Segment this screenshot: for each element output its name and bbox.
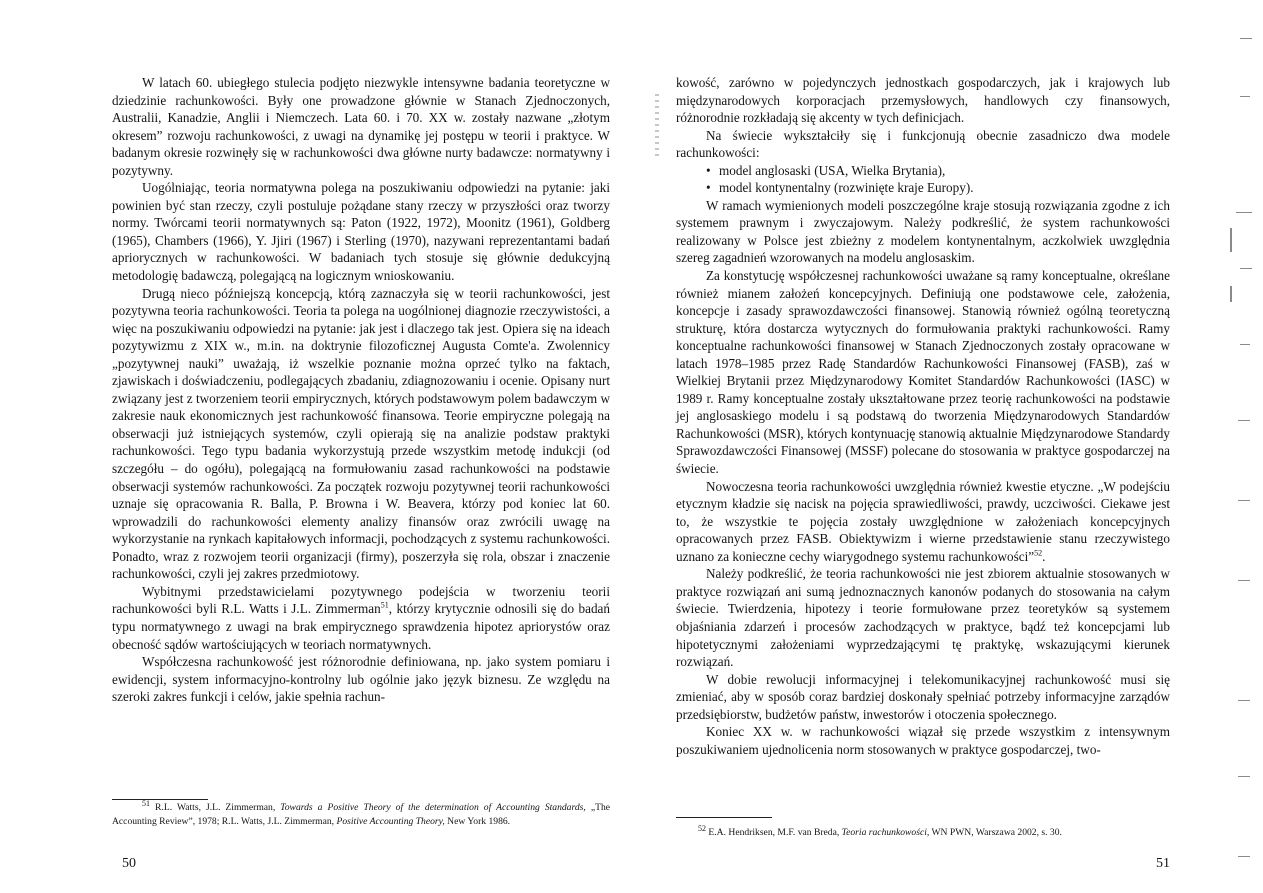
footnote-ref: 52 bbox=[1034, 548, 1043, 558]
paragraph: Współczesna rachunkowość jest różnorodnie definiowana, np. jako system pomiaru i ewidencji, system informacyjno-kontrolny lub ogólnie jako język biznesu. Ze względu na szeroki zakres funkcji i celów, jakie spełnia rachun- bbox=[112, 654, 610, 705]
paragraph: Na świecie wykształciły się i funkcjonują obecnie zasadniczo dwa modele rachunkowości: bbox=[676, 127, 1170, 161]
paragraph-text: Nowoczesna teoria rachunkowości uwzględnia również kwestie etyczne. „W podejściu etycznym kładzie się nacisk na pojęcia sprawiedliwości, prawdy, uczciwości. Ciekawe jest to, że wszystkie te pojęcia zostały uwzględnione w założeniach koncepcyjnych opracowanych przez FASB. Obiektywizm i wierne przedstawienie stanu rzeczywistego uznano za konieczne cechy wiarygodnego systemu rachunkowości” bbox=[676, 478, 1170, 564]
footnote bbox=[676, 823, 1170, 840]
page-number: 50 bbox=[122, 856, 136, 871]
paragraph: Drugą nieco późniejszą koncepcją, którą zaznaczyła się w teorii rachunkowości, jest pozytywna teoria rachunkowości. Teoria ta polega na uogólnionej diagnozie rzeczywistości, a więc na poszukiwaniu odpowiedzi na pytanie: jak jest i dlaczego tak jest. Opiera się na ideach pozytywizmu z XIX w., m.in. na doktrynie filozoficznej Augusta Comte'a. Zwolennicy „pozytywnej nauki” uważają, iż wszelkie poznanie można oprzeć tylko na faktach, zjawiskach i doświadczeniu, podlegających zbadaniu, zdiagnozowaniu i ocenie. Opisany nurt związany jest z tworzeniem teorii empirycznych, których podstawowym polem badawczym w zakresie nauk ekonomicznych jest rachunkowość finansowa. Teorie empiryczne polegają na obserwacji już istniejących systemów, czyli opierają się na analizie podstaw praktyki rachunkowości. Tego typu badania wykorzystują przede wszystkim metodę indukcji (od szczegółu – do ogółu), polegającą na formułowaniu zasad rachunkowości na podstawie obserwacji systemów rachunkowości. Za początek rozwoju pozytywnej teorii rachunkowości uznaje się opracowania R. Balla, P. Browna i W. Beavera, którzy pod koniec lat 60. wprowadzili do rachunkowości elementy analizy finansów oraz zwrócili uwagę na wykorzystanie na rynkach kapitałowych informacji, pochodzących z systemu rachunkowości. Ponadto, wraz z rozwojem teorii organizacji (firmy), poszerzyła się rola, obszar i znaczenie rachunkowości, czyli jej zakres przedmiotowy. bbox=[112, 285, 610, 582]
footnote-text: „The Accounting Review”, 1978; R.L. Watts, J.L. Zimmerman, bbox=[112, 802, 611, 827]
paragraph: Za konstytucję współczesnej rachunkowości uważane są ramy konceptualne, określane również mianem założeń koncepcyjnych. Definiują one podstawowe cele, założenia, koncepcje i zasady sprawozdawczości finansowej. Stanowią również ogólną teoretyczną strukturę, która dostarcza wytycznych do formułowania praktyki rachunkowości. Ramy konceptualne rachunkowości finansowej w Stanach Zjednoczonych zostały opracowane w latach 1978–1985 przez Radę Standardów Rachunkowości Finansowej (FASB), zaś w Wielkiej Brytanii przez Międzynarodowy Komitet Standardów Rachunkowości (IASC) w 1989 r. Ramy konceptualne zostały ukształtowane przez teorię rachunkowości na podstawie jej anglosaskiego modelu i są podstawą do tworzenia Międzynarodowych Standardów Rachunkowości (MSR), których kontynuację stanowią aktualnie Międzynarodowe Standardy Sprawozdawczości Finansowej (MSSF) polecane do stosowania w praktyce gospodarczej na świecie. bbox=[676, 268, 1170, 477]
paragraph: Należy podkreślić, że teoria rachunkowości nie jest zbiorem aktualnie stosowanych w praktyce rozwiązań ani sumą jednoznacznych kanonów podanych do stosowania na całym świecie. Twierdzenia, hipotezy i teorie formułowane przez teoretyków są systemem objaśniania zdarzeń i procesów zachodzących w praktyce, bądź też koncepcjami lub hipotetycznymi założeniami wyprzedzającymi tę praktykę, wskazującymi kierunek rozwiązań. bbox=[676, 566, 1170, 670]
paragraph-text: , którzy krytycznie odnosili się do badań typu normatywnego z uwagi na brak empirycznego sprawdzenia hipotez apriorystów oraz obecność sądów wartościujących w teoriach normatywnych. bbox=[112, 601, 611, 652]
paragraph: W dobie rewolucji informacyjnej i telekomunikacyjnej rachunkowość musi się zmieniać, aby w sposób coraz bardziej doskonały spełniać potrzeby informacyjne zarządów przedsiębiorstw, budżetów państw, inwestorów i otoczenia społecznego. bbox=[676, 671, 1170, 722]
footnote-title: Towards a Positive Theory of the determination of Accounting Standards, bbox=[280, 802, 586, 813]
paragraph-text: Wybitnymi przedstawicielami pozytywnego podejścia w tworzeniu teorii rachunkowości byli R.L. Watts i J.L. Zimmerman bbox=[112, 583, 610, 617]
footnote-title: Teoria rachunkowości, bbox=[841, 827, 930, 838]
footnote-number: 52 bbox=[698, 823, 706, 833]
paragraph: Koniec XX w. w rachunkowości wiązał się przede wszystkim z intensywnym poszukiwaniem ujednolicenia norm stosowanych w praktyce gospodarczej, two- bbox=[676, 724, 1170, 757]
model-list bbox=[676, 162, 1170, 197]
left-page-body bbox=[112, 74, 610, 706]
footnote-text: New York 1986. bbox=[447, 816, 511, 827]
paragraph: W latach 60. ubiegłego stulecia podjęto niezwykle intensywne badania teoretyczne w dziedzinie rachunkowości. Były one prowadzone głównie w Stanach Zjednoczonych, Australii, Kanadzie, Anglii i Niemczech. Lata 60. i 70. XX w. zostały nazwane „złotym okresem” rozwoju rachunkowości, z uwagi na dynamikę jej postępu w teorii i praktyce. W badanym okresie rozwinęły się w rachunkowości dwa główne nurty badawcze: normatywny i pozytywny. bbox=[112, 75, 610, 178]
footnote-divider bbox=[676, 817, 772, 818]
scan-gutter-noise bbox=[655, 94, 659, 158]
footnote-authors: R.L. Watts, J.L. Zimmerman, bbox=[155, 802, 276, 813]
footnote-authors: E.A. Hendriksen, M.F. van Breda, bbox=[708, 827, 840, 838]
footnote-ref: 51 bbox=[380, 601, 389, 611]
footnote-divider bbox=[112, 799, 208, 800]
list-item: • model kontynentalny (rozwinięte kraje Europy). bbox=[706, 179, 1170, 197]
paragraph: W ramach wymienionych modeli poszczególne kraje stosują rozwiązania zgodne z ich systemem prawnym i zwyczajowym. Należy podkreślić, że system rachunkowości realizowany w Polsce jest zbieżny z modelem kontynentalnym, aczkolwiek uwzględnia szereg zagadnień wzorowanych na modelu anglosaskim. bbox=[676, 197, 1170, 266]
paragraph: Uogólniając, teoria normatywna polega na poszukiwaniu odpowiedzi na pytanie: jaki powinien być stan rzeczy, czyli postuluje pożądane stany rzeczy w przyszłości oraz tworzy normy. Twórcami teorii normatywnych są: Paton (1922, 1972), Moonitz (1961), Goldberg (1965), Chambers (1966), Y. Jjiri (1967) i Sterling (1970), nazywani reprezentantami badań apriorycznych w rachunkowości. W badaniach tych stosuje się głównie dedukcyjną metodologię badawczą, polegającą na logicznym wnioskowaniu. bbox=[112, 180, 610, 284]
list-item: • model anglosaski (USA, Wielka Brytania), bbox=[706, 162, 1170, 180]
footnote bbox=[112, 798, 611, 829]
footnote-title: Positive Accounting Theory, bbox=[336, 816, 445, 827]
footnote-number: 51 bbox=[142, 798, 150, 808]
scan-edge-noise bbox=[1226, 0, 1256, 893]
paragraph bbox=[676, 478, 1170, 566]
paragraph bbox=[112, 583, 610, 653]
paragraph: kowość, zarówno w pojedynczych jednostkach gospodarczych, jak i krajowych lub międzynarodowych korporacjach przemysłowych, handlowych czy finansowych, różnorodnie rozkładają się akcenty w tych definicjach. bbox=[676, 75, 1170, 126]
right-page-body bbox=[676, 74, 1170, 758]
paragraph-text: . bbox=[1042, 548, 1046, 564]
footnote-text: WN PWN, Warszawa 2002, s. 30. bbox=[931, 827, 1062, 838]
page-number: 51 bbox=[1156, 856, 1170, 871]
